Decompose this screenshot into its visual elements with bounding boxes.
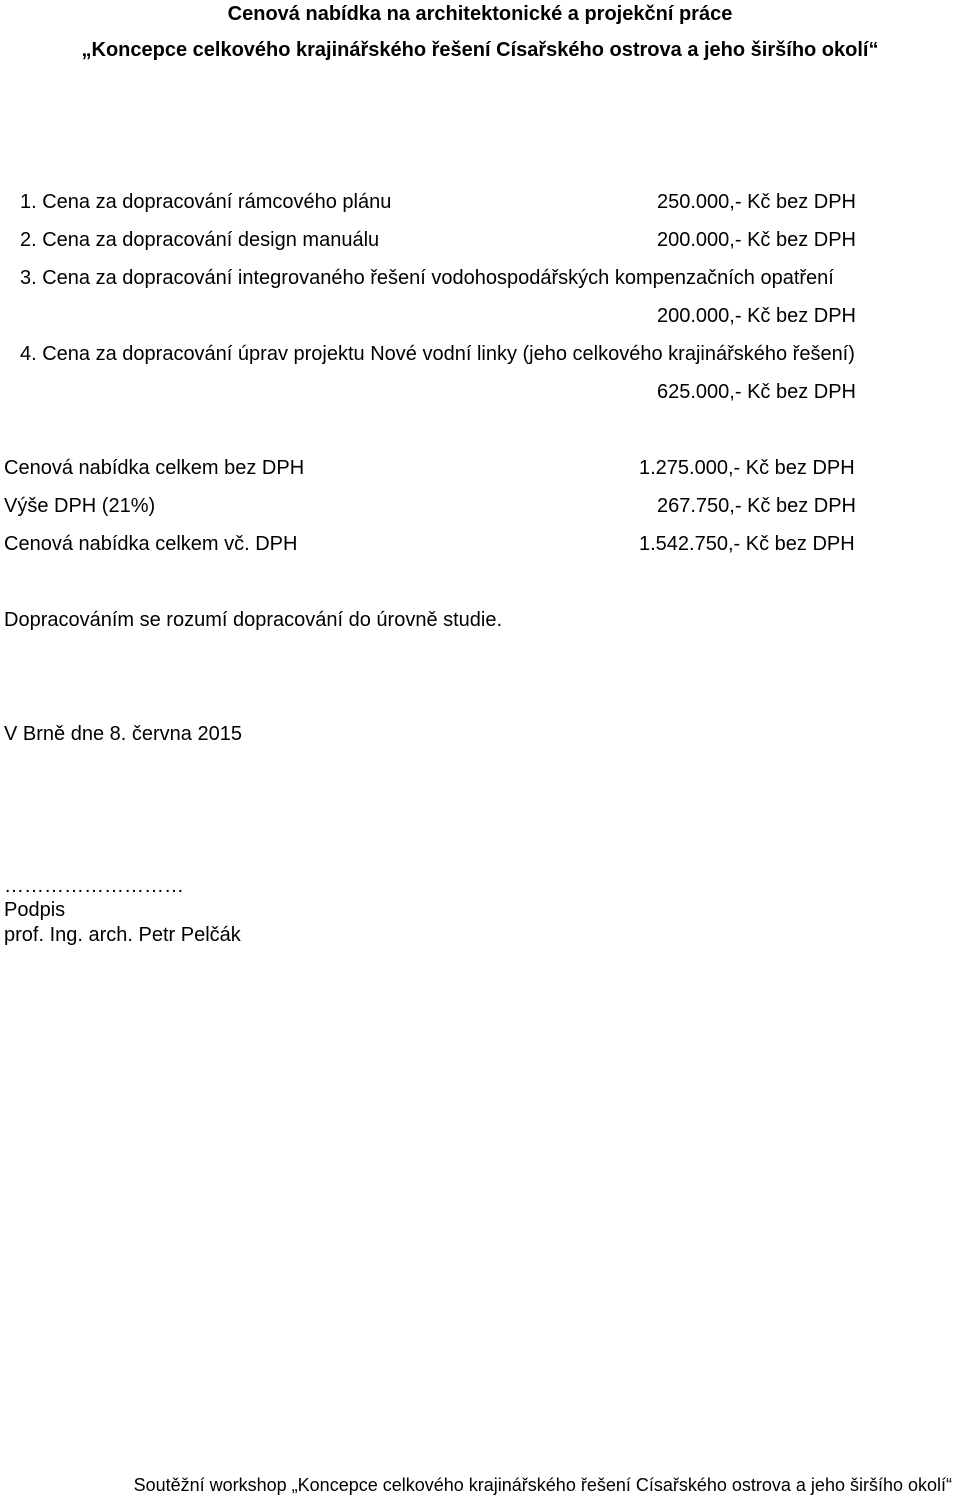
date-line: V Brně dne 8. června 2015 [4, 723, 242, 745]
document-title: Cenová nabídka na architektonické a projekční práce [227, 3, 733, 25]
item-2-label: 2. Cena za dopracování design manuálu [20, 229, 380, 251]
item-3-label: 3. Cena za dopracování integrovaného řešení vodohospodářských kompenzačních opatření [20, 267, 834, 289]
item-1-label: 1. Cena za dopracování rámcového plánu [20, 191, 392, 213]
page-footer: Soutěžní workshop „Koncepce celkového krajinářského řešení Císařského ostrova a jeho širšího okolí“ [133, 1475, 952, 1495]
note-text: Dopracováním se rozumí dopracování do úrovně studie. [4, 609, 503, 631]
item-2-price: 200.000,- Kč bez DPH [657, 229, 856, 251]
item-1-price: 250.000,- Kč bez DPH [657, 191, 856, 213]
signature-dots: ……………………… [4, 875, 184, 897]
item-4-label: 4. Cena za dopracování úprav projektu Nové vodní linky (jeho celkového krajinářského řešení) [20, 343, 855, 365]
item-3-price: 200.000,- Kč bez DPH [657, 305, 856, 327]
total-with-vat-label: Cenová nabídka celkem vč. DPH [4, 533, 298, 555]
vat-label: Výše DPH (21%) [4, 495, 156, 517]
signature-label: Podpis [4, 899, 66, 921]
item-4-price: 625.000,- Kč bez DPH [657, 381, 856, 403]
total-with-vat-value: 1.542.750,- Kč bez DPH [639, 533, 855, 555]
signature-name: prof. Ing. arch. Petr Pelčák [4, 924, 241, 946]
total-without-vat-label: Cenová nabídka celkem bez DPH [4, 457, 305, 479]
document-subtitle: „Koncepce celkového krajinářského řešení Císařského ostrova a jeho širšího okolí“ [81, 39, 879, 61]
total-without-vat-value: 1.275.000,- Kč bez DPH [639, 457, 855, 479]
vat-value: 267.750,- Kč bez DPH [657, 495, 856, 517]
